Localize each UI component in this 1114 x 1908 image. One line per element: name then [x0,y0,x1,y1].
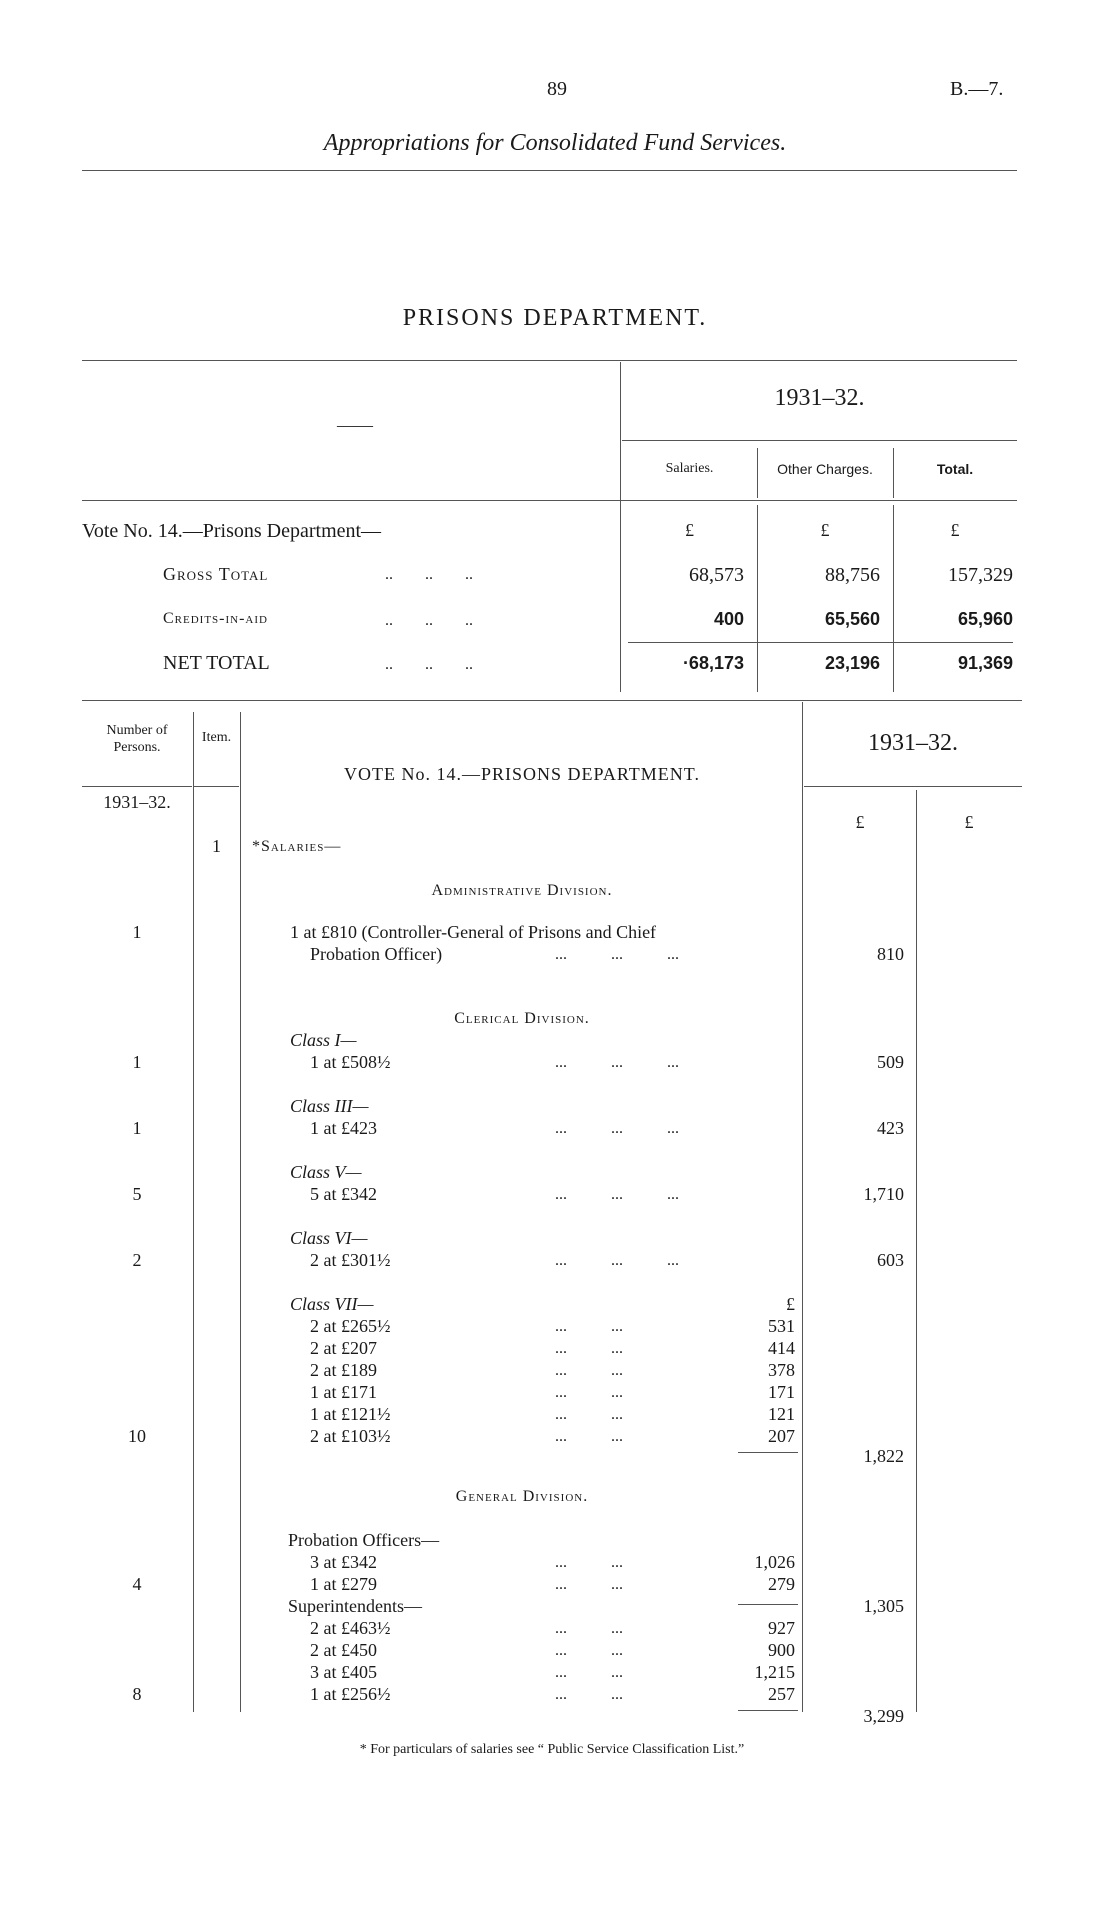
super-dots-2: ... ... [555,1642,623,1659]
class-3-dots: ... ... ... [555,1120,679,1137]
credits-label: Credits-in-aid [163,610,268,627]
superintendents-count: 8 [132,1684,142,1704]
probation-count: 4 [132,1574,142,1594]
class-7-line-4: 1 at £171 [310,1382,377,1402]
probation-amount-2: 279 [768,1574,795,1594]
net-other: 23,196 [824,653,880,673]
gross-salaries: 68,573 [689,564,744,586]
class-7-line-6: 2 at £103½ [310,1426,391,1446]
class-3-count: 1 [132,1118,142,1138]
col-total: Total. [936,461,974,477]
class-5-name: Class V— [290,1162,362,1182]
class-7-name: Class VII— [290,1294,374,1314]
probation-line-1: 3 at £342 [310,1552,377,1572]
class-5-line: 5 at £342 [310,1184,377,1204]
summary-top-rule [82,360,1017,361]
class-7-amount-4: 171 [768,1382,795,1402]
class-7-pound: £ [786,1294,795,1314]
class-1-count: 1 [132,1052,142,1072]
probation-line-2: 1 at £279 [310,1574,377,1594]
admin-division-heading: Administrative Division. [431,882,613,899]
page-number: 89 [547,78,567,100]
class-3-name: Class III— [290,1096,369,1116]
document-reference: B.—7. [950,78,1004,100]
gross-total-dots: .. .. .. [385,566,473,583]
class-7-line-3: 2 at £189 [310,1360,377,1380]
class-7-line-1: 2 at £265½ [310,1316,391,1336]
item-divider [240,712,241,1712]
class-1-name: Class I— [290,1030,357,1050]
probation-heading: Probation Officers— [288,1530,440,1550]
super-line-4: 1 at £256½ [310,1684,391,1704]
probation-dots-2: ... ... [555,1576,623,1593]
gross-other: 88,756 [825,564,880,586]
class-7-amount-6: 207 [768,1426,795,1446]
admin-line-2: Probation Officer) [310,944,443,964]
admin-amount: 810 [877,944,904,964]
year-rule [622,440,1017,441]
class-6-amount: 603 [877,1250,904,1270]
class-1-amount: 509 [877,1052,904,1072]
probation-total: 1,305 [863,1596,904,1616]
salaries-heading: *Salaries— [252,838,342,855]
class-7-total: 1,822 [863,1446,904,1466]
credits-dots: .. .. .. [385,612,473,629]
clerical-division-heading: Clerical Division. [454,1010,590,1027]
super-amount-4: 257 [768,1684,795,1704]
item-number: 1 [212,836,221,856]
class-6-dots: ... ... ... [555,1252,679,1269]
persons-header-rule [82,786,192,787]
currency-total: £ [950,520,960,540]
class-3-line: 1 at £423 [310,1118,377,1138]
vote-label: Vote No. 14.—Prisons Department— [82,520,382,542]
class-7-count: 10 [128,1426,146,1446]
super-dots-4: ... ... [555,1686,623,1703]
col-other-charges: Other Charges. [777,461,873,477]
currency-total-col: £ [964,812,974,832]
currency-amount-col: £ [855,812,865,832]
probation-sum-rule [738,1604,798,1605]
net-total: 91,369 [957,653,1013,673]
gross-total: 157,329 [948,564,1013,586]
probation-dots-1: ... ... [555,1554,623,1571]
class-7-amount-5: 121 [768,1404,795,1424]
net-salaries: ·68,173 [682,653,744,673]
class-7-amount-3: 378 [768,1360,795,1380]
superintendents-heading: Superintendents— [288,1596,422,1616]
super-dots-1: ... ... [555,1620,623,1637]
class-7-dots-6: ... ... [555,1428,623,1445]
year-header-rule [804,786,1022,787]
admin-count: 1 [132,922,142,942]
class-7-amount-2: 414 [768,1338,795,1358]
class-5-amount: 1,710 [863,1184,904,1204]
class-3-amount: 423 [877,1118,904,1138]
super-amount-2: 900 [768,1640,795,1660]
vote-title: VOTE No. 14.—PRISONS DEPARTMENT. [344,764,700,784]
admin-dots: ... ... ... [555,946,679,963]
super-amount-3: 1,215 [754,1662,795,1682]
super-amount-1: 927 [768,1618,795,1638]
credits-salaries: 400 [713,609,744,629]
class-1-line: 1 at £508½ [310,1052,391,1072]
persons-divider [193,712,194,1712]
class-7-dots-1: ... ... [555,1318,623,1335]
class-6-count: 2 [132,1250,142,1270]
detail-top-rule [82,700,1022,701]
class-5-dots: ... ... ... [555,1186,679,1203]
detail-year-left: 1931–32. [103,792,171,812]
summary-header-rule [82,500,1017,501]
running-title: Appropriations for Consolidated Fund Services. [323,130,787,156]
class-7-dots-3: ... ... [555,1362,623,1379]
class-7-dots-4: ... ... [555,1384,623,1401]
net-rule [628,642,1013,643]
class-7-dots-2: ... ... [555,1340,623,1357]
item-header-rule [194,786,239,787]
currency-salaries: £ [685,520,694,540]
class-5-count: 5 [132,1184,142,1204]
super-line-3: 3 at £405 [310,1662,377,1682]
credits-other: 65,560 [824,609,880,629]
detail-year-right: 1931–32. [868,730,958,756]
amount-divider [802,702,803,1712]
probation-amount-1: 1,026 [754,1552,795,1572]
col-number-of-persons: Number of Persons. [106,723,168,755]
currency-other: £ [820,520,830,540]
net-total-dots: .. .. .. [385,656,473,673]
class-7-sum-rule [738,1452,798,1453]
gross-total-label: Gross Total [163,564,269,584]
superintendents-sum-rule [738,1710,798,1711]
credits-total: 65,960 [957,609,1013,629]
super-dots-3: ... ... [555,1664,623,1681]
class-7-amount-1: 531 [768,1316,795,1336]
total-divider [916,790,917,1712]
col-salaries: Salaries. [665,461,714,476]
footnote: * For particulars of salaries see “ Public Service Classification List.” [359,1742,745,1757]
class-7-line-2: 2 at £207 [310,1338,377,1358]
net-total-label: NET TOTAL [163,652,270,674]
admin-line-1: 1 at £810 (Controller-General of Prisons and Chief [290,922,657,942]
class-6-name: Class VI— [290,1228,368,1248]
class-1-dots: ... ... ... [555,1054,679,1071]
general-division-heading: General Division. [455,1488,589,1505]
class-6-line: 2 at £301½ [310,1250,391,1270]
class-7-dots-5: ... ... [555,1406,623,1423]
super-line-2: 2 at £450 [310,1640,377,1660]
header-rule [82,170,1017,171]
col-item: Item. [201,730,232,745]
summary-divider [620,362,621,692]
summary-year: 1931–32. [774,385,865,411]
super-line-1: 2 at £463½ [310,1618,391,1638]
department-title: PRISONS DEPARTMENT. [402,305,708,331]
class-7-line-5: 1 at £121½ [310,1404,391,1424]
superintendents-total: 3,299 [863,1706,904,1726]
summary-blank-label: —— [337,415,373,435]
